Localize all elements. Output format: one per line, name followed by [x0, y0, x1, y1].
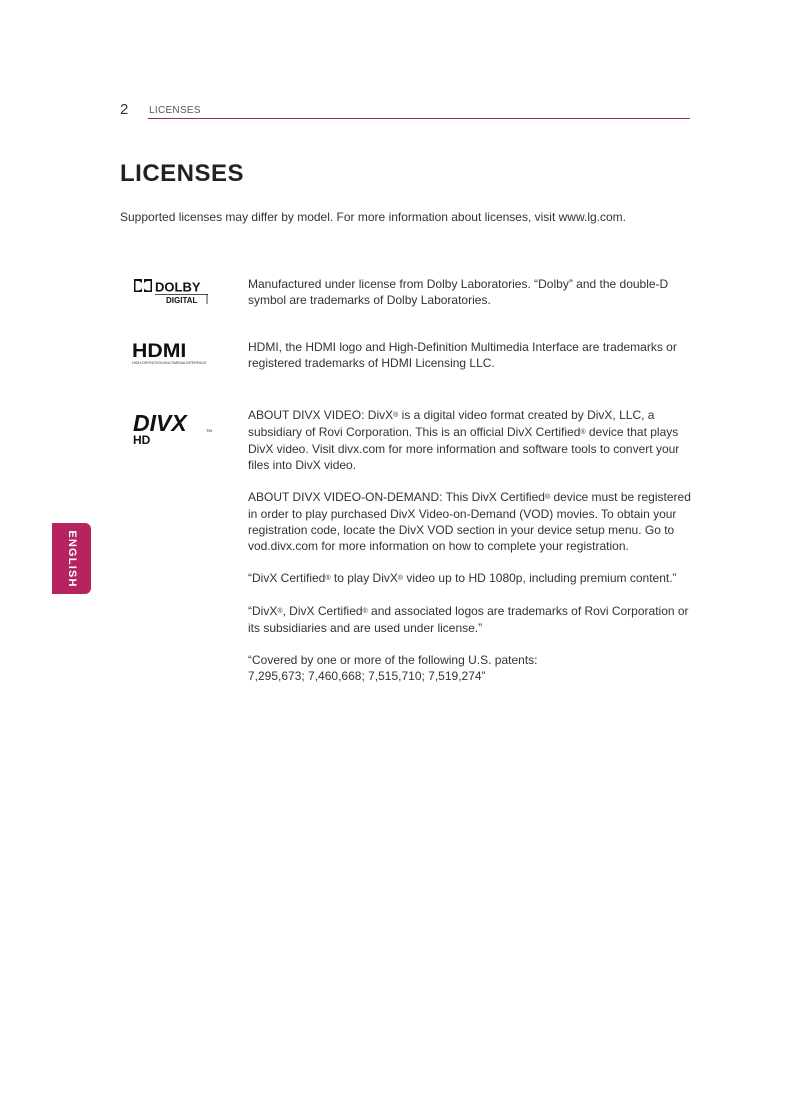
divx-patents-paragraph: “Covered by one or more of the following U.S. patents: 7,295,673; 7,460,668; 7,515,710; 7,519,274”	[248, 653, 538, 683]
dolby-digital-logo	[134, 278, 214, 311]
header-rule	[148, 118, 690, 119]
hdmi-wordmark: HDMI	[132, 342, 187, 362]
page-title: LICENSES	[120, 160, 245, 187]
language-side-tab	[52, 523, 91, 594]
divx-wordmark: DIVX	[133, 410, 187, 436]
dolby-digital-label: DIGITAL	[166, 296, 198, 305]
hdmi-license-text	[248, 339, 693, 371]
divx-vod-paragraph: ABOUT DIVX VIDEO-ON-DEMAND: This DivX Certified® device must be registered in order to play purchased DivX Video-on-Demand (VOD) movies. To obtain your registration code, locate the DivX VOD section in your device setup menu. Go to vod.divx.com for more information on how to complete your registration.	[248, 490, 691, 553]
divx-certified-paragraph: “DivX Certified® to play DivX® video up to HD 1080p, including premium content.”	[248, 571, 677, 585]
divx-license-text	[248, 407, 693, 684]
dolby-wordmark: DOLBY	[155, 279, 201, 295]
dolby-license-text	[248, 276, 693, 308]
divx-hd-logo	[133, 410, 217, 453]
divx-hd-label: HD	[133, 433, 151, 447]
intro-text: Supported licenses may differ by model. For more information about licenses, visit www.lg.com.	[120, 210, 626, 224]
hdmi-logo	[132, 342, 216, 371]
dolby-paragraph: Manufactured under license from Dolby Laboratories. “Dolby” and the double-D symbol are trademarks of Dolby Laboratories.	[248, 277, 669, 307]
header-section-label: LICENSES	[149, 105, 201, 116]
language-tab-label: ENGLISH	[65, 529, 78, 588]
divx-trademark-paragraph: “DivX®, DivX Certified® and associated logos are trademarks of Rovi Corporation or its subsidiaries and are used under license.”	[248, 604, 689, 635]
divx-about-paragraph: ABOUT DIVX VIDEO: DivX® is a digital video format created by DivX, LLC, a subsidiary of Rovi Corporation. This is an official DivX Certified® device that plays DivX video. Visit divx.com for more information and software tools to convert your files into DivX video.	[248, 408, 680, 472]
hdmi-subtitle: HIGH-DEFINITION MULTIMEDIA INTERFACE	[132, 361, 207, 365]
divx-tm: TM	[206, 428, 212, 433]
page-number: 2	[120, 101, 129, 118]
hdmi-paragraph: HDMI, the HDMI logo and High-Definition Multimedia Interface are trademarks or registered trademarks of HDMI Licensing LLC.	[248, 340, 677, 370]
